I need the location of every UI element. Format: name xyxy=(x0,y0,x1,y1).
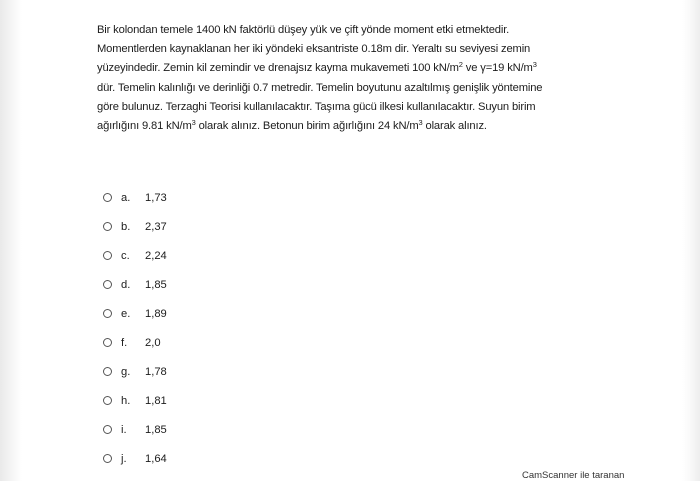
option-value: 2,0 xyxy=(145,336,161,349)
photo-frame-left-shadow xyxy=(0,0,22,481)
radio-circle-icon[interactable] xyxy=(103,454,112,463)
question-line-3 xyxy=(97,59,617,78)
answer-option-c[interactable] xyxy=(103,241,167,270)
question-line-6-part-2: olarak alınız. Betonun birim ağırlığını 24 kN/m xyxy=(195,120,419,133)
answer-options xyxy=(103,183,167,473)
option-value: 1,85 xyxy=(145,278,167,291)
option-value: 1,78 xyxy=(145,365,167,378)
option-value: 1,89 xyxy=(145,307,167,320)
option-value: 2,24 xyxy=(145,249,167,262)
option-value: 1,85 xyxy=(145,423,167,436)
superscript-3: 3 xyxy=(418,118,423,128)
option-letter: f. xyxy=(121,336,128,349)
answer-option-i[interactable] xyxy=(103,415,167,444)
photo-frame-right-shadow xyxy=(682,0,700,481)
question-line-6-part-3: olarak alınız. xyxy=(422,120,487,133)
scanner-watermark: CamScanner ile taranan xyxy=(522,470,625,481)
option-value: 1,64 xyxy=(145,452,167,465)
answer-option-a[interactable] xyxy=(103,183,167,212)
radio-circle-icon[interactable] xyxy=(103,280,112,289)
option-letter: i. xyxy=(121,423,127,436)
answer-option-b[interactable] xyxy=(103,212,167,241)
radio-circle-icon[interactable] xyxy=(103,425,112,434)
answer-option-g[interactable] xyxy=(103,357,167,386)
radio-circle-icon[interactable] xyxy=(103,396,112,405)
radio-circle-icon[interactable] xyxy=(103,193,112,202)
question-line-4: dür. Temelin kalınlığı ve derinliği 0.7 metredir. Temelin boyutunu azaltılmış genişlik yöntemine xyxy=(97,81,543,94)
question-line-3-part-2: ve γ=19 kN/m xyxy=(462,62,533,75)
answer-option-h[interactable] xyxy=(103,386,167,415)
question-line-1: Bir kolondan temele 1400 kN faktörlü düşey yük ve çift yönde moment etki etmektedir. xyxy=(97,24,510,36)
question-line-3-part-1: yüzeyindedir. Zemin kil zemindir ve drenajsız kayma mukavemeti 100 kN/m xyxy=(97,62,459,75)
radio-circle-icon[interactable] xyxy=(103,367,112,376)
option-letter: g. xyxy=(121,365,131,378)
question-line-6-part-1: ağırlığını 9.81 kN/m xyxy=(97,120,192,133)
option-value: 1,73 xyxy=(145,191,167,204)
option-value: 2,37 xyxy=(145,220,167,233)
question-line-2: Momentlerden kaynaklanan her iki yöndeki eksantriste 0.18m dir. Yeraltı su seviyesi zemin xyxy=(97,43,531,56)
question-line-5: göre bulunuz. Terzaghi Teorisi kullanılacaktır. Taşıma gücü ilkesi kullanılacaktır. Suyun birim xyxy=(97,100,536,113)
superscript-3: 3 xyxy=(532,60,537,70)
option-letter: d. xyxy=(121,278,131,291)
option-letter: j. xyxy=(121,452,127,465)
answer-option-j[interactable] xyxy=(103,444,167,473)
radio-circle-icon[interactable] xyxy=(103,222,112,231)
answer-option-d[interactable] xyxy=(103,270,167,299)
answer-option-e[interactable] xyxy=(103,299,167,328)
radio-circle-icon[interactable] xyxy=(103,309,112,318)
radio-circle-icon[interactable] xyxy=(103,251,112,260)
option-letter: a. xyxy=(121,191,131,204)
option-letter: e. xyxy=(121,307,131,320)
option-value: 1,81 xyxy=(145,394,167,407)
answer-option-f[interactable] xyxy=(103,328,167,357)
option-letter: b. xyxy=(121,220,131,233)
superscript-3: 3 xyxy=(191,118,196,128)
superscript-2: 2 xyxy=(458,60,463,70)
option-letter: h. xyxy=(121,394,131,407)
question-text xyxy=(97,21,617,136)
option-letter: c. xyxy=(121,249,130,262)
radio-circle-icon[interactable] xyxy=(103,338,112,347)
question-line-6 xyxy=(97,117,617,136)
